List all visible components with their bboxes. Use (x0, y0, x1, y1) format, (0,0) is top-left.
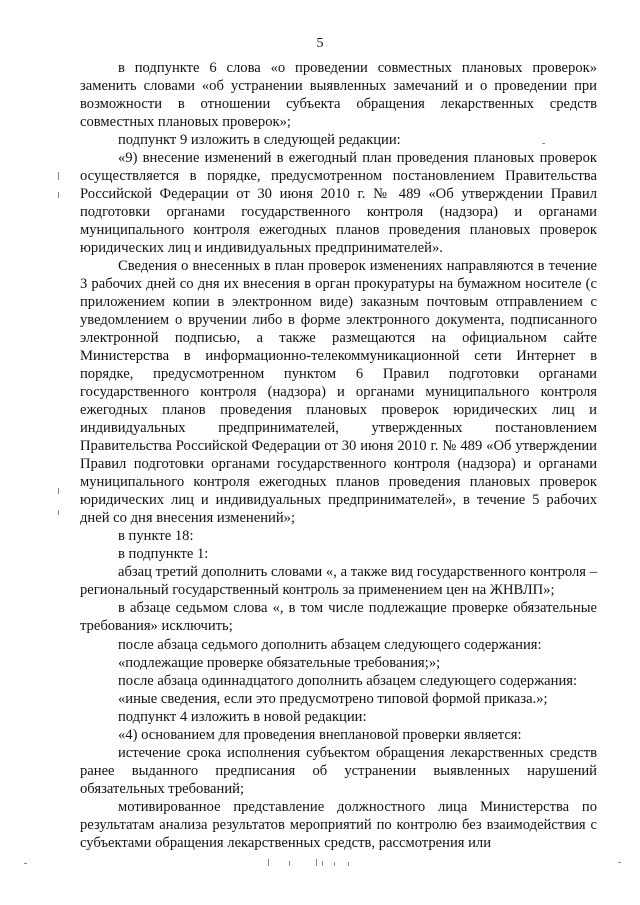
scan-mark (618, 862, 621, 863)
paragraph-11: после абзаца одиннадцатого дополнить абзацем следующего содержания: (118, 672, 578, 689)
scan-mark (322, 861, 323, 866)
scan-mark (24, 863, 27, 864)
paragraph-10: «подлежащие проверке обязательные требования;»; (118, 654, 441, 671)
scan-mark (289, 861, 290, 866)
paragraph-12: «иные сведения, если это предусмотрено типовой формой приказа.»; (118, 690, 548, 707)
document-body (80, 59, 597, 852)
paragraph-6: в подпункте 1: (118, 546, 209, 563)
paragraph-13: подпункт 4 изложить в новой редакции: (118, 708, 367, 725)
paragraph-15: истечение срока исполнения субъектом обращения лекарственных средств ранее выданного предписания об устранении выявленных нарушений обязательных требований; (80, 744, 597, 797)
paragraph-7: абзац третий дополнить словами «, а также вид государственного контроля – региональный государственный контроль за применением цен на ЖНВЛП»; (80, 564, 597, 599)
paragraph-9: после абзаца седьмого дополнить абзацем следующего содержания: (118, 636, 542, 653)
scan-mark (348, 862, 349, 866)
paragraph-14: «4) основанием для проведения внеплановой проверки является: (118, 726, 522, 743)
scan-mark (542, 143, 545, 144)
scan-mark (316, 859, 317, 866)
paragraph-3: «9) внесение изменений в ежегодный план проведения плановых проверок осуществляется в порядке, предусмотренном постановлением Правительства Российской Федерации от 30 июня 2010 г. № 489 «Об утверждении Правил подготовки органами государственного контроля (надзора) и органами муниципального контроля ежегодных планов проведения плановых проверок юридических лиц и индивидуальных предпринимателей». (80, 150, 597, 257)
paragraph-16: мотивированное представление должностного лица Министерства по результатам анализа результатов мероприятий по контролю без взаимодействия с субъектами обращения лекарственных средств, рассмотрения или (80, 798, 597, 851)
scan-mark (268, 859, 269, 866)
scan-mark (334, 862, 335, 866)
scan-mark (58, 172, 59, 180)
scan-mark (58, 510, 59, 515)
paragraph-2: подпункт 9 изложить в следующей редакции: (118, 132, 401, 149)
page-number: 5 (316, 36, 324, 51)
paragraph-4: Сведения о внесенных в план проверок изменениях направляются в течение 3 рабочих дней со дня их внесения в орган прокуратуры на бумажном носителе (с приложением копии в электронном виде) заказным почтовым отправлением с уведомлением о вручении либо в форме электронного документа, подписанного электронной подписью, а также размещаются на официальном сайте Министерства в информационно-телекоммуникационной сети Интернет в порядке, предусмотренном пунктом 6 Правил подготовки органами государственного контроля (надзора) и органами муниципального контроля ежегодных планов проведения плановых проверок юридических лиц и индивидуальных предпринимателей, утвержденных постановлением Правительства Российской Федерации от 30 июня 2010 г. № 489 «Об утверждении Правил подготовки органами государственного контроля (надзора) и органами муниципального контроля ежегодных планов проведения плановых проверок юридических лиц и индивидуальных предпринимателей», в течение 5 рабочих дней со дня внесения изменений»; (80, 258, 597, 527)
scan-mark (58, 488, 59, 494)
paragraph-1: в подпункте 6 слова «о проведении совместных плановых проверок» заменить словами «об устранении выявленных замечаний и о проведении при возможности в отношении субъекта обращения лекарственных средств совместных плановых проверок»; (80, 60, 597, 131)
paragraph-5: в пункте 18: (118, 528, 194, 545)
paragraph-8: в абзаце седьмом слова «, в том числе подлежащие проверке обязательные требования» исключить; (80, 600, 597, 635)
scan-mark (58, 192, 59, 198)
